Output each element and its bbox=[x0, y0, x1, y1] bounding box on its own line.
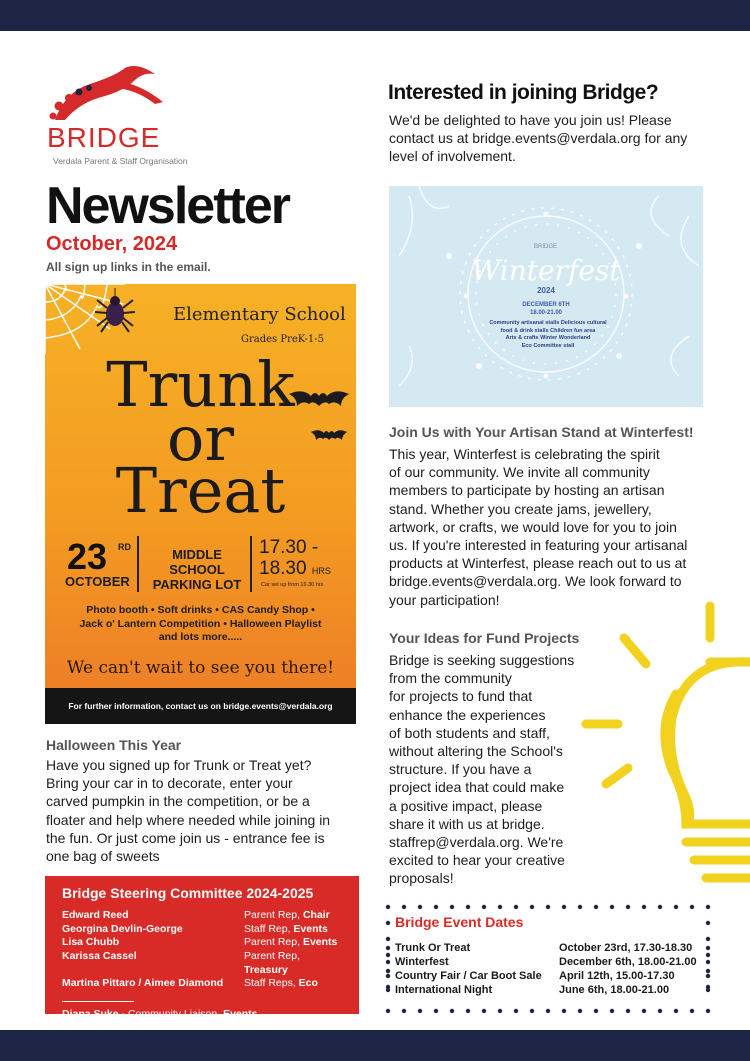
member-role-prefix: Parent Rep, bbox=[244, 936, 303, 949]
ideas-line: staffrep@verdala.org. We're bbox=[389, 833, 564, 850]
border-dot bbox=[434, 1009, 438, 1013]
winterfest-date-time: 18.00-21.00 bbox=[529, 310, 563, 317]
artisan-text bbox=[389, 445, 714, 609]
ideas-line: structure. If you have a bbox=[389, 761, 532, 778]
winterfest-activity-line: Community artisanal stalls Delicious cultural bbox=[489, 320, 607, 326]
poster-activities bbox=[55, 604, 346, 645]
poster-divider bbox=[250, 536, 252, 592]
border-dot bbox=[482, 1009, 486, 1013]
committee-table bbox=[62, 909, 342, 991]
poster-time-range: 17.30 - 18.30 bbox=[259, 537, 319, 579]
ideas-line: Bridge is seeking suggestions bbox=[389, 652, 575, 668]
artisan-line: us. If you're interested in featuring your artisanal bbox=[389, 536, 688, 553]
border-dot bbox=[658, 1009, 662, 1013]
table-row bbox=[62, 909, 342, 923]
ideas-heading: Your Ideas for Fund Projects bbox=[389, 630, 580, 646]
border-dot bbox=[402, 1009, 406, 1013]
border-dot bbox=[546, 1009, 550, 1013]
border-dot bbox=[690, 1009, 694, 1013]
event-dates-box bbox=[384, 904, 712, 1014]
poster-school: Elementary School bbox=[173, 304, 346, 325]
border-dot bbox=[562, 1009, 566, 1013]
halloween-line: the fun. Or just come join us - entrance fee is bbox=[46, 829, 325, 846]
bat-icon bbox=[289, 388, 349, 414]
poster-divider bbox=[137, 536, 139, 592]
border-dot bbox=[658, 905, 662, 909]
border-dot bbox=[386, 905, 390, 909]
member-name: Lisa Chubb bbox=[62, 936, 120, 949]
winterfest-flyer bbox=[389, 186, 703, 407]
poster-title-treat: Treat bbox=[115, 454, 286, 527]
border-dot bbox=[674, 905, 678, 909]
border-dot bbox=[706, 1009, 710, 1013]
poster-day-suffix: RD bbox=[118, 542, 131, 552]
member-name: Edward Reed bbox=[62, 909, 129, 921]
artisan-line: of our community. We invite all community bbox=[389, 464, 650, 481]
halloween-line: floater and help where needed while joining in bbox=[46, 811, 331, 828]
border-dot bbox=[514, 1009, 518, 1013]
halloween-line: one bag of sweets bbox=[46, 847, 160, 864]
border-dot bbox=[418, 1009, 422, 1013]
event-row bbox=[384, 984, 712, 998]
border-dot bbox=[386, 921, 390, 925]
event-name: Winterfest bbox=[395, 956, 449, 968]
border-dot bbox=[514, 905, 518, 909]
join-line: contact us at bridge.events@verdala.org for any bbox=[389, 130, 688, 147]
border-dot bbox=[402, 905, 406, 909]
poster-footer: For further information, contact us on bridge.events@verdala.org bbox=[45, 688, 356, 724]
border-dot bbox=[594, 905, 598, 909]
poster-time bbox=[259, 538, 349, 580]
border-dot bbox=[562, 905, 566, 909]
ideas-line: proposals! bbox=[389, 870, 454, 887]
halloween-line: Bring your car in to decorate, enter your bbox=[46, 775, 293, 792]
member-name: Martina Pittaro / Aimee Diamond bbox=[62, 977, 224, 990]
table-row bbox=[62, 936, 342, 950]
winterfest-activity-line: Eco Committee stall bbox=[521, 343, 575, 350]
join-title: Interested in joining Bridge? bbox=[388, 81, 659, 104]
border-dot bbox=[482, 905, 486, 909]
event-date: December 6th, 18.00-21.00 bbox=[559, 956, 697, 968]
poster-activities-line: Jack o' Lantern Competition • Halloween Playlist bbox=[79, 617, 322, 630]
ideas-line: without altering the School's bbox=[389, 742, 563, 759]
event-date: October 23rd, 17.30-18.30 bbox=[559, 942, 693, 954]
border-dot bbox=[450, 1009, 454, 1013]
member-role bbox=[244, 909, 342, 923]
member-role-prefix: Staff Reps, bbox=[244, 977, 299, 990]
winterfest-activities bbox=[483, 320, 613, 351]
newsletter-title: Newsletter bbox=[46, 177, 289, 235]
member-role bbox=[244, 936, 342, 950]
member-role-prefix: Parent Rep, bbox=[244, 909, 303, 921]
border-dot bbox=[642, 905, 646, 909]
bridge-arch-icon bbox=[45, 62, 170, 124]
border-dot bbox=[498, 905, 502, 909]
member-role bbox=[244, 950, 342, 977]
signup-note: All sign up links in the email. bbox=[46, 260, 211, 274]
join-line: level of involvement. bbox=[389, 148, 516, 165]
border-dot bbox=[418, 905, 422, 909]
ideas-text bbox=[389, 651, 594, 887]
artisan-line: artwork, or crafts, we would love for you to join bbox=[389, 518, 677, 535]
join-line: We'd be delighted to have you join us! Please bbox=[389, 112, 672, 128]
border-dot bbox=[466, 905, 470, 909]
winterfest-brand: BRIDGE bbox=[534, 244, 558, 250]
border-dot bbox=[530, 905, 534, 909]
poster-activities-line: and lots more..... bbox=[158, 631, 243, 644]
halloween-heading: Halloween This Year bbox=[46, 737, 182, 753]
ideas-line: from the community bbox=[389, 670, 512, 687]
winterfest-date-day: DECEMBER 6TH bbox=[522, 302, 570, 308]
table-row bbox=[62, 950, 342, 977]
border-dot bbox=[450, 905, 454, 909]
poster-venue: MIDDLE SCHOOL PARKING LOT bbox=[152, 547, 242, 592]
table-row bbox=[62, 923, 342, 937]
bottom-band bbox=[0, 1030, 750, 1061]
member-role-prefix: Staff Rep, bbox=[244, 922, 294, 935]
join-text bbox=[389, 111, 709, 166]
halloween-text bbox=[46, 756, 366, 865]
member-name: Georgina Devlin-George bbox=[62, 922, 183, 935]
border-dot bbox=[610, 1009, 614, 1013]
poster-title-trunk: Trunk bbox=[106, 348, 295, 421]
poster-day: 23 bbox=[67, 536, 108, 577]
committee-title: Bridge Steering Committee 2024-2025 bbox=[62, 885, 314, 901]
event-row bbox=[384, 942, 712, 956]
member-role-area: Treasury bbox=[244, 963, 288, 976]
ideas-line: project idea that could make bbox=[389, 779, 565, 796]
lightbulb-icon bbox=[576, 598, 750, 890]
poster-tagline: We can't wait to see you there! bbox=[66, 658, 335, 678]
border-dot bbox=[690, 905, 694, 909]
winterfest-activity-line: food & drink stalls Children fun area bbox=[500, 327, 596, 334]
halloween-line: Have you signed up for Trunk or Treat yet? bbox=[46, 757, 312, 773]
artisan-line: members to participate by hosting an artisan bbox=[389, 482, 665, 499]
artisan-line: bridge.events@verdala.org. We look forward to bbox=[389, 573, 682, 590]
trunk-or-treat-poster bbox=[45, 284, 356, 724]
ideas-line: excited to hear your creative bbox=[389, 852, 565, 869]
border-dot bbox=[594, 1009, 598, 1013]
spider-icon bbox=[95, 288, 135, 334]
member-role-area: Events bbox=[302, 936, 338, 949]
ideas-line: enhance the experiences bbox=[389, 706, 546, 723]
event-row bbox=[384, 970, 712, 984]
border-dot bbox=[546, 905, 550, 909]
artisan-line: products at Winterfest, please reach out to us at bbox=[389, 555, 687, 572]
event-name: International Night bbox=[395, 984, 493, 996]
border-dot bbox=[386, 937, 390, 941]
liaison-area: Events bbox=[223, 1007, 258, 1020]
ideas-line: a positive impact, please bbox=[389, 797, 543, 814]
poster-month: OCTOBER bbox=[65, 574, 130, 589]
event-name: Country Fair / Car Boot Sale bbox=[395, 970, 542, 982]
border-dot bbox=[610, 905, 614, 909]
liaison-role: - Community Liaison, bbox=[118, 1007, 224, 1020]
border-dot bbox=[434, 905, 438, 909]
ideas-line: for projects to fund that bbox=[389, 688, 533, 705]
border-dot bbox=[642, 1009, 646, 1013]
artisan-line: stand. Whether you create jams, jewellery, bbox=[389, 500, 652, 517]
liaison-name: Diana Suke bbox=[62, 1007, 119, 1020]
table-row bbox=[62, 977, 342, 991]
border-dot bbox=[706, 937, 710, 941]
bridge-logo-subtitle: Verdala Parent & Staff Organisation bbox=[53, 156, 188, 166]
border-dot bbox=[578, 1009, 582, 1013]
steering-committee-box bbox=[45, 876, 359, 1020]
poster-activities-line: Photo booth • Soft drinks • CAS Candy Shop • bbox=[86, 604, 315, 616]
member-role-area: Eco bbox=[298, 977, 318, 990]
winterfest-year: 2024 bbox=[537, 286, 555, 295]
border-dot bbox=[466, 1009, 470, 1013]
committee-liaison bbox=[62, 1008, 342, 1020]
newsletter-date: October, 2024 bbox=[46, 233, 178, 255]
border-dot bbox=[706, 921, 710, 925]
poster-grades: Grades PreK-1-5 bbox=[241, 334, 325, 345]
member-name: Karissa Cassel bbox=[62, 949, 137, 962]
committee-divider bbox=[62, 1001, 134, 1002]
border-dot bbox=[626, 1009, 630, 1013]
event-dates-title: Bridge Event Dates bbox=[395, 914, 524, 930]
border-dot bbox=[626, 905, 630, 909]
event-date: April 12th, 15.00-17.30 bbox=[559, 970, 675, 982]
poster-title-or: or bbox=[167, 402, 234, 475]
poster-setup: Car set up from 16.30 hrs bbox=[261, 582, 324, 588]
halloween-line: carved pumpkin in the competition, or be a bbox=[46, 793, 310, 810]
member-role-prefix: Parent Rep, bbox=[244, 949, 301, 962]
member-role-area: Chair bbox=[302, 909, 330, 921]
member-role-area: Events bbox=[293, 922, 328, 935]
border-dot bbox=[530, 1009, 534, 1013]
event-date: June 6th, 18.00-21.00 bbox=[559, 984, 670, 996]
artisan-line: your participation! bbox=[389, 591, 500, 608]
top-band bbox=[0, 0, 750, 31]
poster-time-unit: HRS bbox=[311, 565, 331, 576]
border-dot bbox=[578, 905, 582, 909]
winterfest-date bbox=[389, 301, 703, 317]
border-dot bbox=[674, 1009, 678, 1013]
border-dot bbox=[386, 1009, 390, 1013]
bat-small-icon bbox=[311, 428, 347, 446]
artisan-heading: Join Us with Your Artisan Stand at Winterfest! bbox=[389, 424, 694, 440]
wreath-icon bbox=[389, 186, 703, 407]
event-row bbox=[384, 956, 712, 970]
event-name: Trunk Or Treat bbox=[395, 942, 471, 954]
bridge-logo-word: BRIDGE bbox=[47, 122, 161, 153]
border-dot bbox=[706, 905, 710, 909]
member-role bbox=[244, 977, 342, 991]
ideas-line: share it with us at bridge. bbox=[389, 815, 545, 832]
winterfest-script-title: Winterfest bbox=[471, 254, 621, 287]
ideas-line: of both students and staff, bbox=[389, 724, 550, 741]
bridge-logo bbox=[45, 62, 188, 166]
artisan-line: This year, Winterfest is celebrating the spirit bbox=[389, 446, 660, 462]
member-role bbox=[244, 923, 342, 937]
winterfest-activity-line: Arts & crafts Winter Wonderland bbox=[505, 335, 591, 342]
border-dot bbox=[498, 1009, 502, 1013]
